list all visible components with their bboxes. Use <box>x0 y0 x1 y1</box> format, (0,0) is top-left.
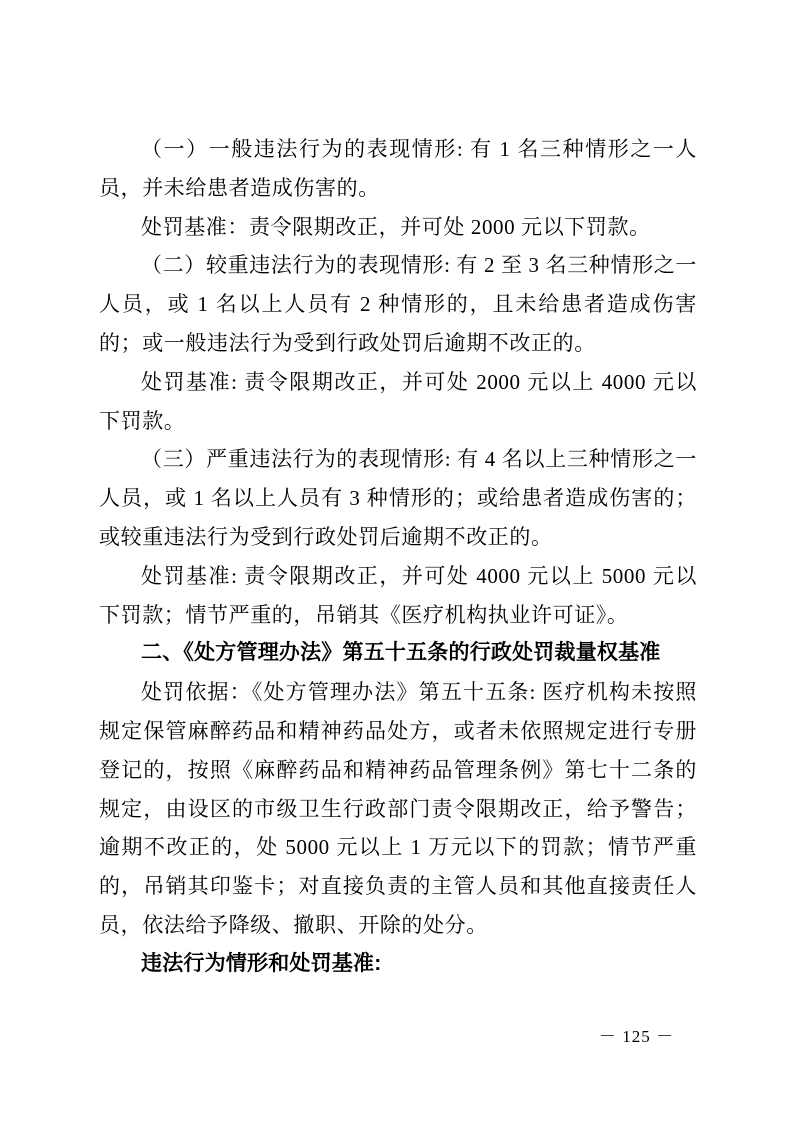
document-body <box>99 130 697 984</box>
subsection-heading-violation-standards: 违法行为情形和处罚基准: <box>141 951 382 975</box>
paragraph-violation-type-3: （三）严重违法行为的表现情形: 有 4 名以上三种情形之一人员，或 1 名以上人员有 3 种情形的；或给患者造成伤害的；或较重违法行为受到行政处罚后逾期不改正的。 <box>99 447 697 549</box>
paragraph-penalty-standard-3: 处罚基准: 责令限期改正，并可处 4000 元以上 5000 元以下罚款；情节严重的，吊销其《医疗机构执业许可证》。 <box>99 563 697 627</box>
paragraph-penalty-basis: 处罚依据：《处方管理办法》第五十五条: 医疗机构未按照规定保管麻醉药品和精神药品处方，或者未依照规定进行专册登记的，按照《麻醉药品和精神药品管理条例》第七十二条的规定，由设区的市级卫生行政部门责令限期改正，给予警告；逾期不改正的，处 5000 元以上 1 万元以下的罚款；情节严重的，吊销其印鉴卡；对直接负责的主管人员和其他直接责任人员，依法给予降级、撤职、开除的处分。 <box>99 680 697 937</box>
paragraph-violation-type-1: （一）一般违法行为的表现情形: 有 1 名三种情形之一人员，并未给患者造成伤害的。 <box>99 137 697 200</box>
section-heading-article-55: 二、《处方管理办法》第五十五条的行政处罚裁量权基准 <box>141 641 661 665</box>
paragraph-violation-type-2: （二）较重违法行为的表现情形: 有 2 至 3 名三种情形之一人员，或 1 名以上人员有 2 种情形的，且未给患者造成伤害的；或一般违法行为受到行政处罚后逾期不改正的。 <box>99 253 697 355</box>
paragraph-penalty-standard-1: 处罚基准：责令限期改正，并可处 2000 元以下罚款。 <box>141 214 651 239</box>
paragraph-penalty-standard-2: 处罚基准: 责令限期改正，并可处 2000 元以上 4000 元以下罚款。 <box>99 369 697 433</box>
page-number: － 125 － <box>599 1027 674 1046</box>
